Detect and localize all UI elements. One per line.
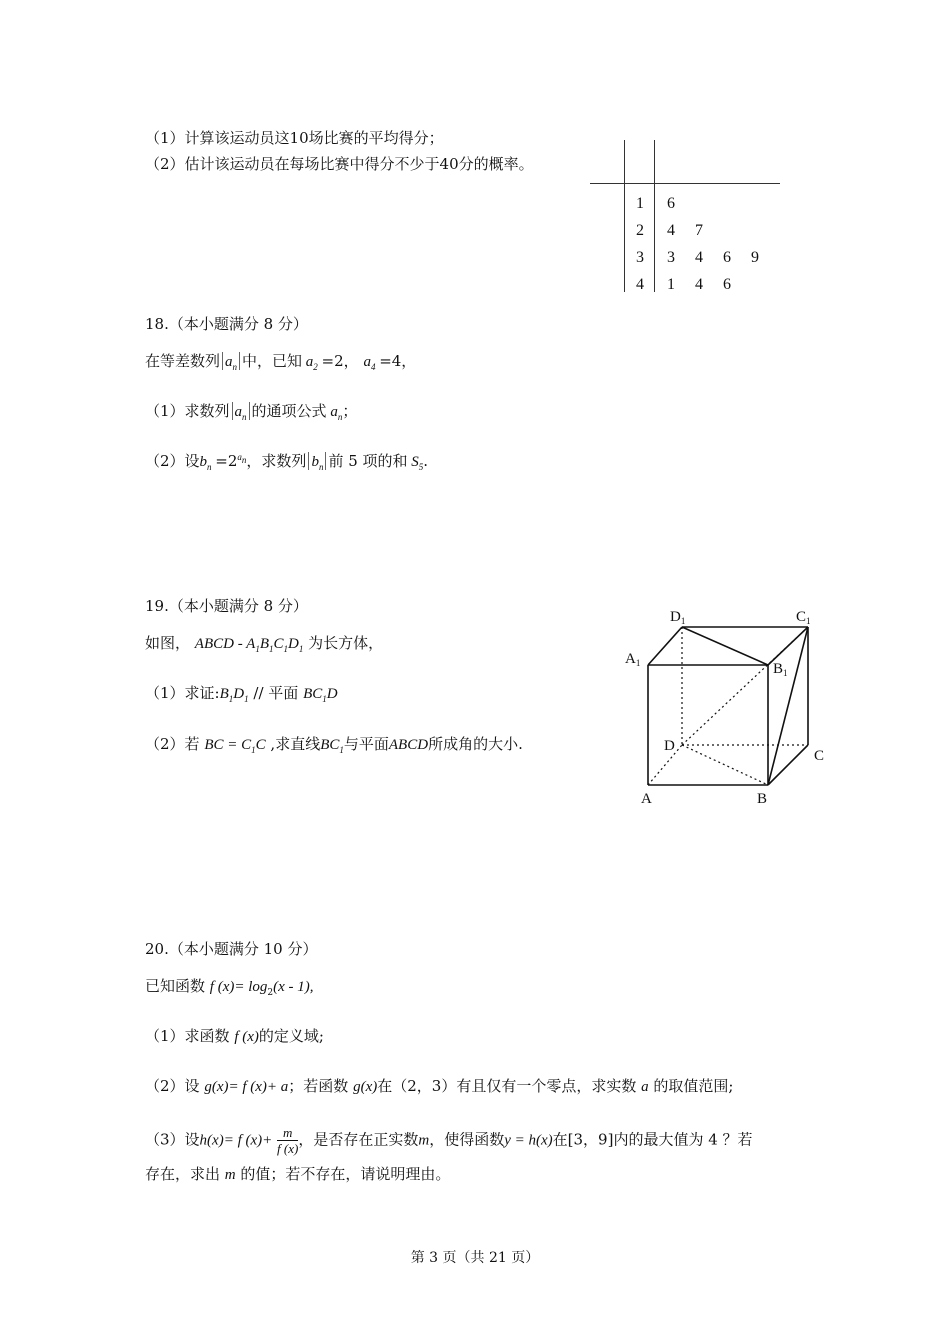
label-C: C [814, 748, 825, 764]
cuboid-diagram [620, 600, 835, 815]
leaf-value: 6 [723, 249, 731, 266]
q19-part1: （1）求证$:B_1D_1$ // 平面 $BC_1D$ [145, 684, 338, 704]
q20-header: 20.（本小题满分 10 分） [145, 940, 318, 958]
stem-leaf-plot [590, 140, 785, 295]
leaf-value: 4 [667, 222, 675, 239]
label-A1: $A_1$ [625, 651, 641, 668]
page-footer: 第 3 页（共 21 页） [410, 1250, 540, 1266]
q20-part1: （1）求函数 f (x)的定义域; [145, 1027, 324, 1045]
label-D: D [664, 738, 675, 754]
leaf-value: 7 [695, 222, 703, 239]
leaf-value: 6 [723, 276, 731, 293]
leaf-value: 6 [667, 195, 675, 212]
q20-part3-cont: 存在，求出 m 的值；若不存在，请说明理由。 [145, 1165, 451, 1183]
q17-part2: （2）估计该运动员在每场比赛中得分不少于40分的概率。 [145, 155, 534, 173]
label-B: B [757, 791, 768, 807]
q19-header: 19.（本小题满分 8 分） [145, 597, 308, 615]
q19-part2: （2）若 BC = $C_1C$ ,求直线$BC_1$与平面ABCD所成角的大小. [145, 735, 523, 755]
q20-part2: （2）设 g(x)= f (x)+ a；若函数 g(x)在（2，3）有且仅有一个零点，求实数 a 的取值范围; [145, 1077, 734, 1095]
q17-part1: （1）计算该运动员这10场比赛的平均得分； [145, 129, 444, 147]
stem-value: 1 [636, 195, 644, 212]
leaf-value: 4 [695, 276, 703, 293]
stem-value: 4 [636, 276, 644, 293]
q18-part1: （1）求数列 $a_n$ 的通项公式 $a_n$； [145, 402, 358, 422]
leaf-value: 9 [751, 249, 759, 266]
q19-intro: 如图， ABCD - $A_1B_1C_1D_1$ 为长方体， [145, 634, 384, 654]
q20-intro: 已知函数 f $(x)= \log_2(x - 1)$, [145, 977, 314, 998]
label-B1: $B_1$ [773, 661, 788, 678]
stem-value: 2 [636, 222, 644, 239]
q18-intro: 在等差数列 $a_n$ 中，已知 $a_2 =2$， $a_4 =4$， [145, 352, 417, 372]
leaf-value: 1 [667, 276, 675, 293]
label-C1: $C_1$ [796, 609, 811, 626]
label-A: A [641, 791, 652, 807]
label-D1: $D_1$ [670, 609, 686, 626]
q18-part2: （2）设$b_n =2^{a_n}$，求数列 $b_n$ 前 5 项的和 $S_5$. [145, 452, 429, 472]
leaf-value: 4 [695, 249, 703, 266]
stem-value: 3 [636, 249, 644, 266]
leaf-value: 3 [667, 249, 675, 266]
q20-part3: （3）设h(x)= f (x)+ $\frac{m}{f (x)}$ ，是否存在正实数m，使得函数y = h(x)在[3，9]内的最大值为 4 ？若 [145, 1125, 753, 1156]
q18-header: 18.（本小题满分 8 分） [145, 315, 308, 333]
